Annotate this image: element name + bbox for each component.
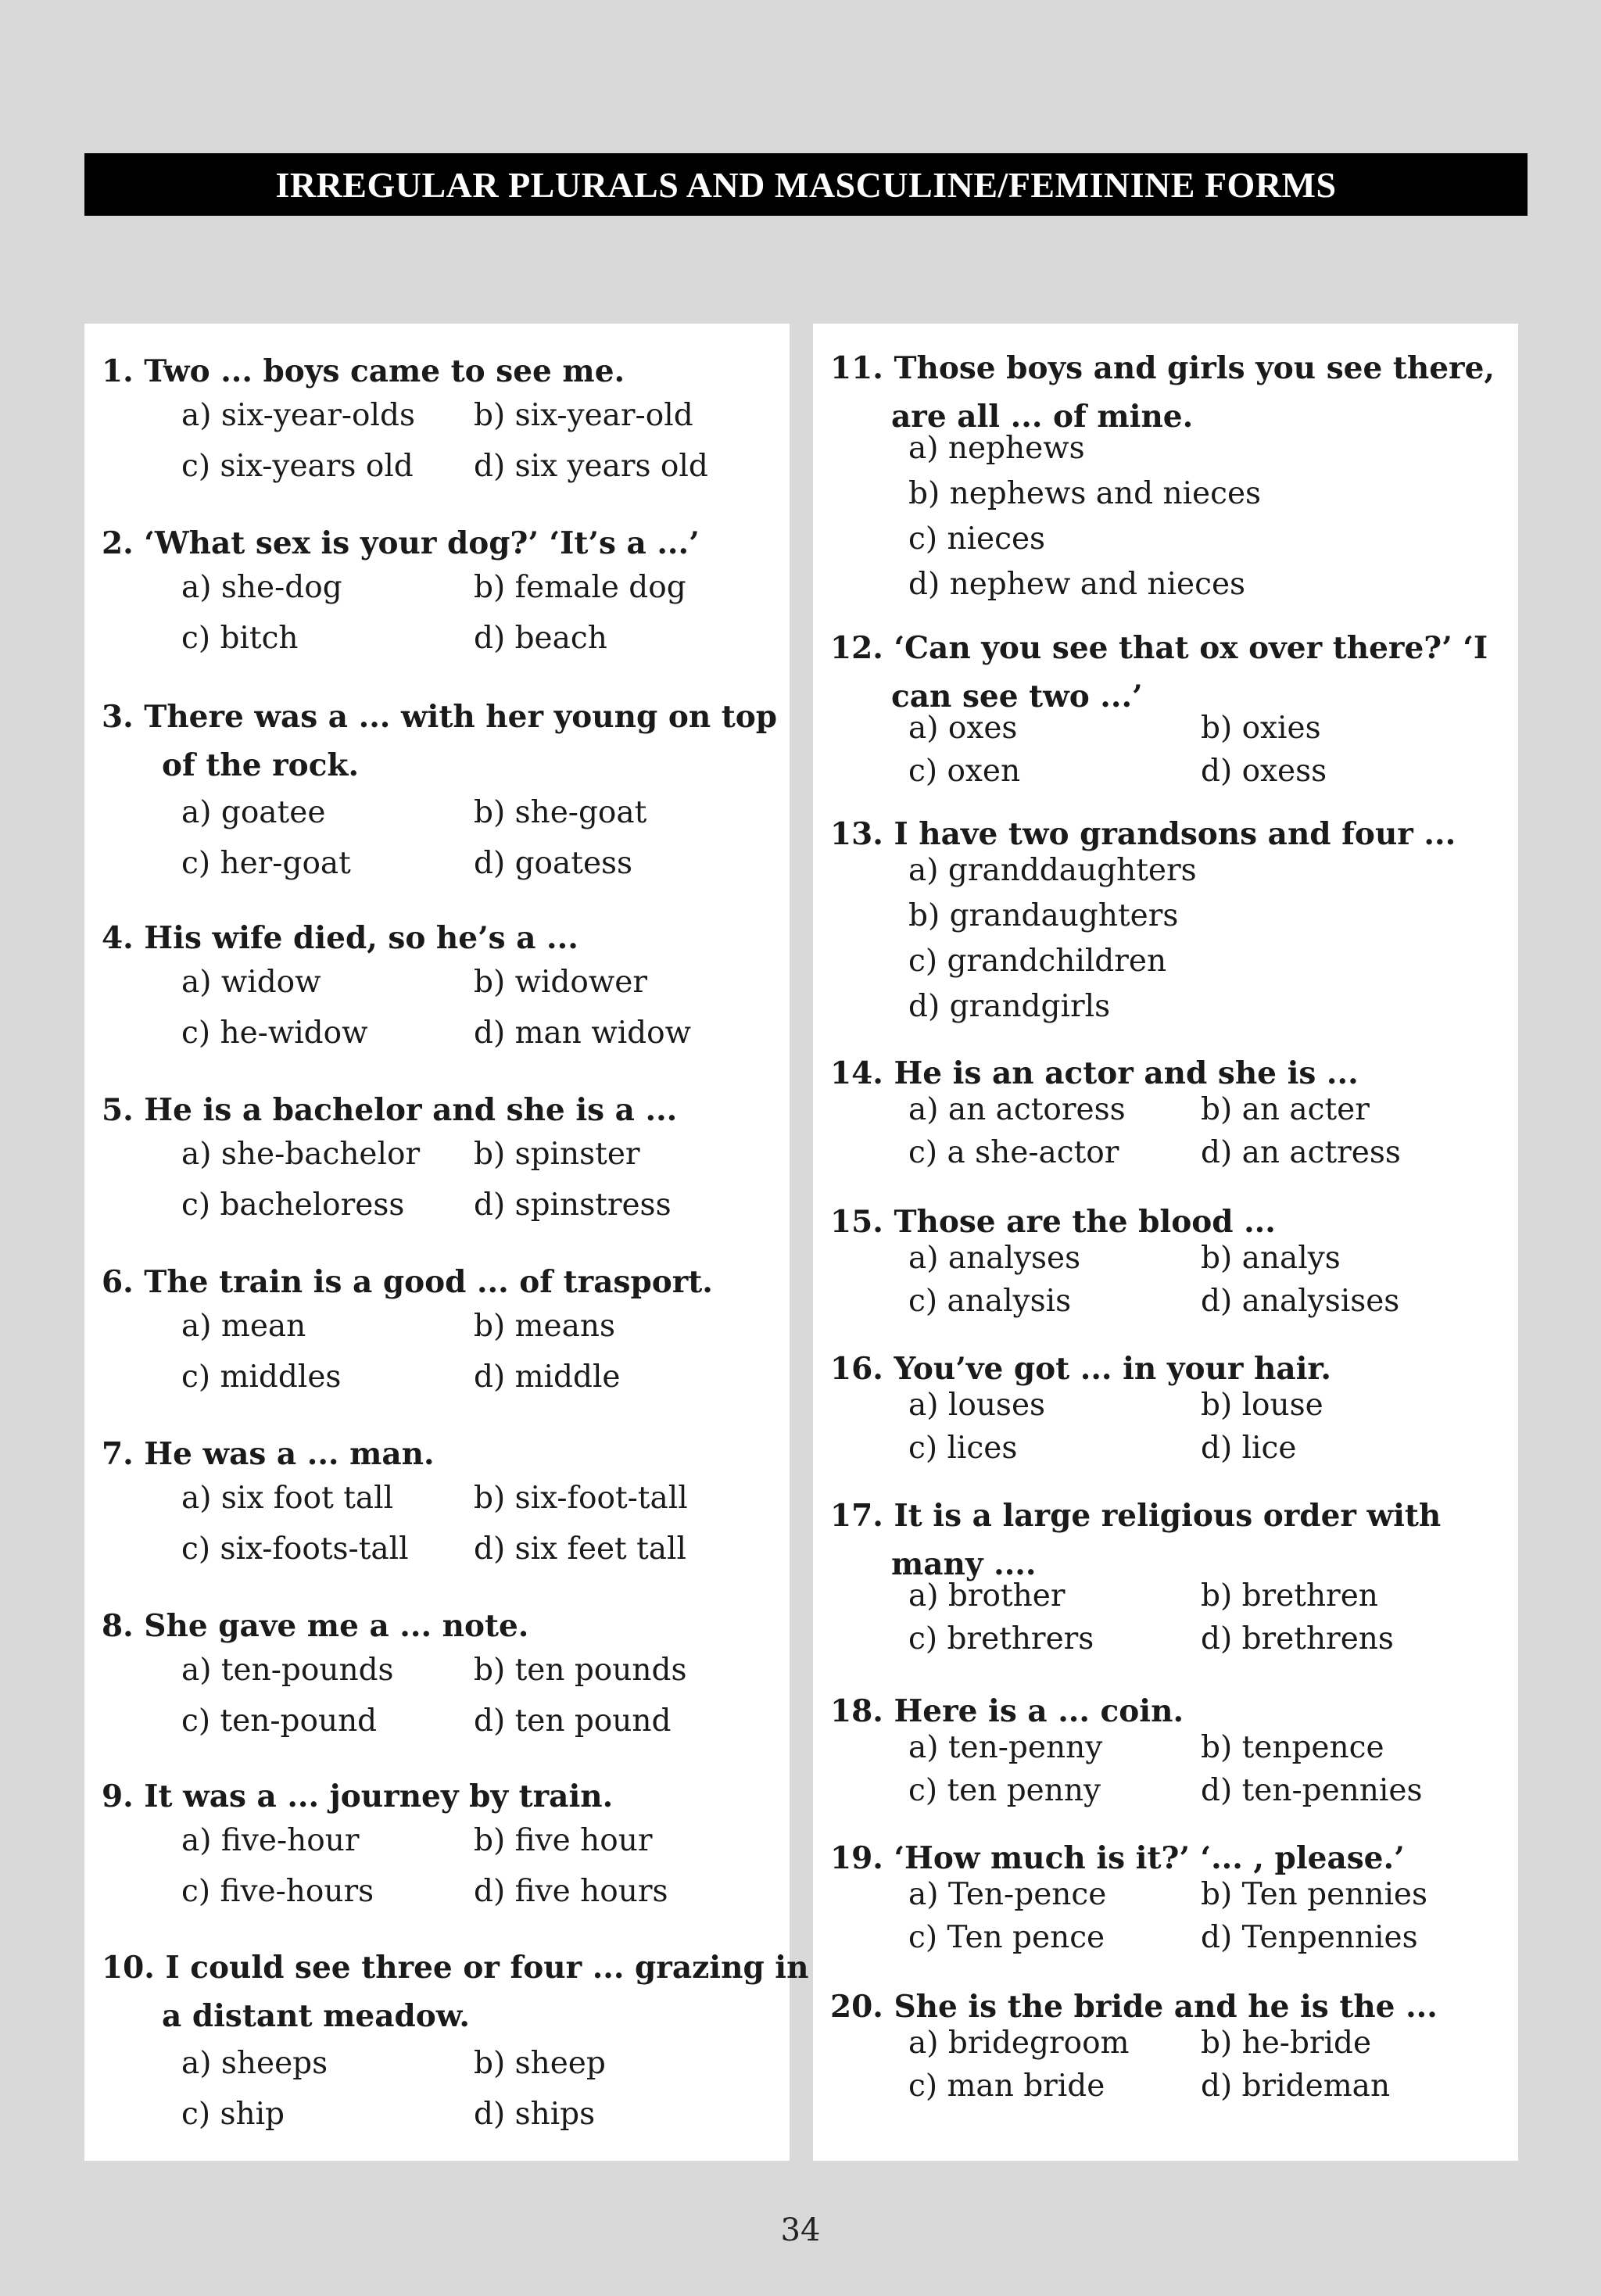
page-title: IRREGULAR PLURALS AND MASCULINE/FEMININE FORMS	[84, 153, 1528, 216]
answer-option-d[interactable]: d) middle	[474, 1359, 621, 1395]
answer-option-a[interactable]: a) ten-pounds	[181, 1653, 394, 1688]
question-stem	[830, 1049, 1503, 1098]
answer-option-b[interactable]: b) widower	[474, 965, 647, 1000]
answer-option-d[interactable]: d) analysises	[1201, 1284, 1400, 1319]
question-text: He was a ... man.	[144, 1436, 435, 1472]
answer-option-a[interactable]: a) louses	[908, 1388, 1046, 1423]
answer-option-b[interactable]: b) six-year-old	[474, 398, 693, 433]
answer-option-d[interactable]: d) Tenpennies	[1201, 1920, 1418, 1955]
question-stem	[830, 1834, 1503, 1882]
answer-option-d[interactable]: d) goatess	[474, 846, 633, 881]
question-text: He is an actor and she is ...	[894, 1055, 1359, 1091]
answer-option-a[interactable]: a) Ten-pence	[908, 1877, 1107, 1912]
answer-option-b[interactable]: b) louse	[1201, 1388, 1323, 1423]
question-number: 14.	[830, 1055, 883, 1091]
question-text: many ....	[891, 1546, 1037, 1582]
question-stem	[102, 1943, 809, 2040]
answer-option-d[interactable]: d) ten pound	[474, 1703, 672, 1739]
question-stem	[830, 1983, 1503, 2031]
question-text: She gave me a ... note.	[144, 1608, 529, 1644]
question-number: 4.	[102, 920, 134, 956]
answer-option-a[interactable]: a) an actoress	[908, 1092, 1126, 1127]
question-number: 6.	[102, 1264, 134, 1300]
question-stem	[102, 914, 774, 962]
answer-option-c[interactable]: c) lices	[908, 1431, 1018, 1466]
question-text: can see two ...’	[891, 679, 1143, 715]
question-text: ‘What sex is your dog?’ ‘It’s a ...’	[144, 525, 700, 561]
answer-option-a[interactable]: a) six-year-olds	[181, 398, 415, 433]
question-text: His wife died, so he’s a ...	[144, 920, 578, 956]
answer-option-a[interactable]: a) analyses	[908, 1241, 1081, 1276]
question-number: 1.	[102, 353, 134, 389]
answer-option-a[interactable]: a) she-dog	[181, 570, 342, 605]
answer-option-d[interactable]: d) spinstress	[474, 1187, 672, 1223]
answer-option-d[interactable]: d) oxess	[1201, 754, 1327, 789]
question-number: 19.	[830, 1840, 883, 1876]
answer-option-d[interactable]: d) ships	[474, 2097, 596, 2132]
answer-option-d[interactable]: d) lice	[1201, 1431, 1297, 1466]
question-text: You’ve got ... in your hair.	[894, 1351, 1331, 1387]
question-stem	[102, 1772, 774, 1821]
question-number: 11.	[830, 350, 883, 386]
answer-option-b[interactable]: b) sheep	[474, 2046, 606, 2081]
question-stem	[830, 1492, 1503, 1589]
answer-option-b[interactable]: b) brethren	[1201, 1578, 1378, 1614]
answer-option-c[interactable]: c) oxen	[908, 754, 1021, 789]
question-text: Here is a ... coin.	[894, 1693, 1184, 1729]
answer-option-d[interactable]: d) an actress	[1201, 1135, 1401, 1170]
answer-option-a[interactable]: a) widow	[181, 965, 321, 1000]
question-stem	[102, 347, 774, 396]
right-question-column	[813, 324, 1518, 2161]
answer-option-b[interactable]: b) Ten pennies	[1201, 1877, 1428, 1912]
question-stem	[102, 519, 774, 568]
question-text: of the rock.	[162, 747, 360, 783]
answer-option-c[interactable]: c) ten-pound	[181, 1703, 378, 1739]
question-number: 12.	[830, 630, 883, 666]
answer-option-a[interactable]: a) five-hour	[181, 1823, 360, 1858]
question-text: It is a large religious order with	[894, 1498, 1442, 1534]
answer-option-d[interactable]: d) ten-pennies	[1201, 1773, 1423, 1808]
answer-option-b[interactable]: b) means	[474, 1309, 616, 1344]
answer-option-c[interactable]: c) bacheloress	[181, 1187, 405, 1223]
left-question-column	[84, 324, 809, 2161]
question-stem	[102, 1430, 774, 1478]
answer-option-b[interactable]: b) an acter	[1201, 1092, 1370, 1127]
question-stem	[830, 344, 1503, 441]
question-number: 10.	[102, 1950, 155, 1986]
answer-option-c[interactable]: c) bitch	[181, 621, 299, 656]
answer-option-d[interactable]: d) grandgirls	[908, 989, 1111, 1024]
answer-option-a[interactable]: a) nephews	[908, 431, 1085, 466]
question-stem	[830, 1687, 1503, 1735]
question-number: 3.	[102, 699, 134, 735]
question-number: 15.	[830, 1204, 883, 1240]
answer-option-a[interactable]: a) she-bachelor	[181, 1137, 421, 1172]
answer-option-d[interactable]: d) man widow	[474, 1015, 692, 1051]
answer-option-d[interactable]: d) six feet tall	[474, 1531, 686, 1567]
answer-option-a[interactable]: a) sheeps	[181, 2046, 328, 2081]
question-stem	[102, 1602, 774, 1650]
answer-option-c[interactable]: c) grandchildren	[908, 944, 1167, 979]
question-text: a distant meadow.	[162, 1998, 470, 2034]
question-number: 2.	[102, 525, 134, 561]
answer-option-c[interactable]: c) nieces	[908, 521, 1046, 557]
answer-option-b[interactable]: b) grandaughters	[908, 898, 1179, 933]
question-number: 8.	[102, 1608, 134, 1644]
answer-option-c[interactable]: c) a she-actor	[908, 1135, 1119, 1170]
question-text: It was a ... journey by train.	[144, 1778, 614, 1814]
answer-option-a[interactable]: a) oxes	[908, 711, 1018, 746]
question-text: Two ... boys came to see me.	[144, 353, 625, 389]
answer-option-c[interactable]: c) six-foots-tall	[181, 1531, 409, 1567]
answer-option-c[interactable]: c) brethrers	[908, 1621, 1094, 1657]
answer-option-a[interactable]: a) brother	[908, 1578, 1066, 1614]
question-number: 13.	[830, 816, 883, 852]
answer-option-b[interactable]: b) six-foot-tall	[474, 1481, 688, 1516]
answer-option-c[interactable]: c) analysis	[908, 1284, 1072, 1319]
answer-option-b[interactable]: b) ten pounds	[474, 1653, 687, 1688]
answer-option-a[interactable]: a) mean	[181, 1309, 306, 1344]
answer-option-b[interactable]: b) analys	[1201, 1241, 1341, 1276]
question-number: 5.	[102, 1092, 134, 1128]
answer-option-d[interactable]: d) six years old	[474, 449, 708, 484]
question-text: ‘Can you see that ox over there?’ ‘I	[894, 630, 1488, 666]
answer-option-b[interactable]: b) she-goat	[474, 795, 647, 830]
answer-option-d[interactable]: d) five hours	[474, 1874, 668, 1909]
answer-option-c[interactable]: c) he-widow	[181, 1015, 368, 1051]
answer-option-c[interactable]: c) her-goat	[181, 846, 351, 881]
question-number: 20.	[830, 1989, 883, 2025]
answer-option-c[interactable]: c) Ten pence	[908, 1920, 1105, 1955]
question-text: The train is a good ... of trasport.	[144, 1264, 713, 1300]
answer-option-c[interactable]: c) five-hours	[181, 1874, 374, 1909]
answer-option-b[interactable]: b) female dog	[474, 570, 686, 605]
answer-option-a[interactable]: a) bridegroom	[908, 2026, 1130, 2061]
answer-option-c[interactable]: c) ten penny	[908, 1773, 1101, 1808]
answer-option-b[interactable]: b) five hour	[474, 1823, 653, 1858]
answer-option-b[interactable]: b) spinster	[474, 1137, 640, 1172]
answer-option-c[interactable]: c) six-years old	[181, 449, 414, 484]
question-text: I have two grandsons and four ...	[894, 816, 1456, 852]
answer-option-c[interactable]: c) man bride	[908, 2069, 1105, 2104]
question-text: I could see three or four ... grazing in	[165, 1950, 809, 1986]
question-text: There was a ... with her young on top	[144, 699, 778, 735]
answer-option-d[interactable]: d) nephew and nieces	[908, 567, 1246, 602]
question-number: 7.	[102, 1436, 134, 1472]
question-stem	[830, 1198, 1503, 1246]
answer-option-a[interactable]: a) goatee	[181, 795, 326, 830]
answer-option-b[interactable]: b) oxies	[1201, 711, 1321, 746]
answer-option-c[interactable]: c) ship	[181, 2097, 285, 2132]
question-text: ‘How much is it?’ ‘... , please.’	[894, 1840, 1405, 1876]
question-stem	[102, 1258, 774, 1306]
question-text: She is the bride and he is the ...	[894, 1989, 1438, 2025]
question-text: Those are the blood ...	[894, 1204, 1276, 1240]
answer-option-d[interactable]: d) brethrens	[1201, 1621, 1394, 1657]
question-stem	[830, 1345, 1503, 1393]
question-number: 18.	[830, 1693, 883, 1729]
question-stem	[830, 624, 1503, 721]
answer-option-d[interactable]: d) brideman	[1201, 2069, 1391, 2104]
answer-option-b[interactable]: b) tenpence	[1201, 1730, 1384, 1765]
question-number: 16.	[830, 1351, 883, 1387]
answer-option-b[interactable]: b) he-bride	[1201, 2026, 1372, 2061]
answer-option-a[interactable]: a) six foot tall	[181, 1481, 394, 1516]
question-text: Those boys and girls you see there,	[894, 350, 1495, 386]
question-stem	[830, 810, 1503, 858]
answer-option-d[interactable]: d) beach	[474, 621, 607, 656]
answer-option-a[interactable]: a) ten-penny	[908, 1730, 1103, 1765]
question-stem	[102, 693, 778, 790]
answer-option-b[interactable]: b) nephews and nieces	[908, 476, 1262, 511]
question-text: are all ... of mine.	[891, 399, 1194, 435]
page-number: 34	[780, 2212, 821, 2248]
question-number: 9.	[102, 1778, 134, 1814]
answer-option-a[interactable]: a) granddaughters	[908, 853, 1197, 888]
question-text: He is a bachelor and she is a ...	[144, 1092, 678, 1128]
question-stem	[102, 1086, 774, 1134]
question-number: 17.	[830, 1498, 883, 1534]
answer-option-c[interactable]: c) middles	[181, 1359, 342, 1395]
